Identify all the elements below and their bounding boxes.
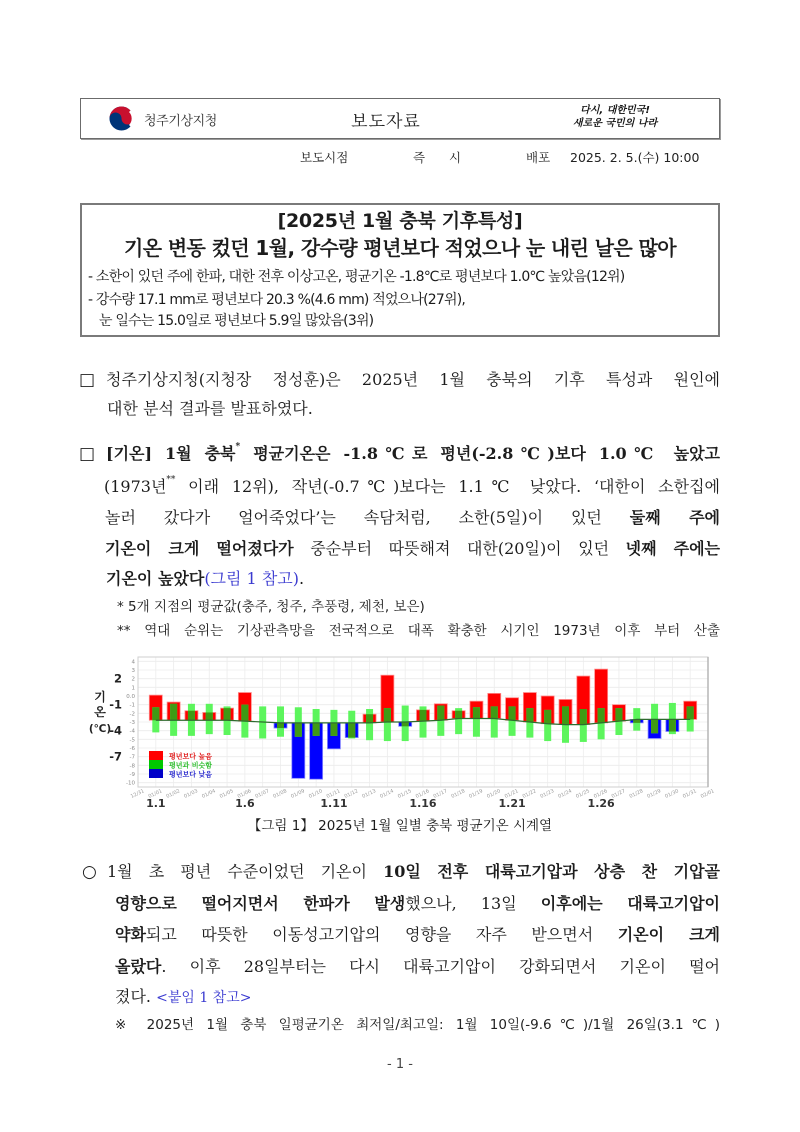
bar-overlap [598,708,605,723]
text-segment: 기온이 크게 [617,925,720,944]
x-major-label: 1.21 [498,797,526,810]
para3-line [115,955,720,979]
text-segment: 평균기온은 -1.8℃로 평년(-2.8℃)보다 1.0℃ 높았고 [240,444,720,463]
text-segment: 10일 전후 대륙고기압과 상층 찬 기압골 [383,862,720,881]
x-tick-label: 01/14 [379,788,395,800]
bar-overlap [615,708,622,721]
summary-box [80,203,720,337]
x-tick-label: 01/30 [664,788,680,800]
bar-overlap [384,708,391,722]
bar-overlap [170,704,177,720]
release-time-value-1: 즉 [413,150,426,165]
footnote-mark: * [235,442,241,452]
bar-overlap [526,708,533,722]
x-tick-label: 12/31 [129,788,146,800]
text-segment: 놀러 갔다가 얼어죽었다’는 속담처럼, 소한(5일)이 있던 [105,508,630,527]
y-tick-label: -4 [129,728,135,735]
doc-type-title: 보도자료 [351,112,421,132]
checkbox-marker: □ [79,370,96,390]
x-tick-label: 02/01 [699,788,716,800]
y-tick-label: -3 [129,720,135,726]
bar-overlap [224,708,231,720]
y-tick-label: -7 [129,754,135,761]
para3-line [115,985,251,1009]
y-tick-label: -10 [126,780,135,787]
para3-line [107,860,720,884]
bar-normal-range [366,709,373,740]
summary-bullet: 눈 일수는 15.0일로 평년보다 5.9일 많았음(3위) [88,313,374,329]
para2-line [105,506,720,530]
bar-overlap [562,706,569,724]
checkbox-marker: □ [79,444,96,464]
bar-overlap [437,706,444,721]
para2-line [106,442,720,466]
bar-overlap [455,711,462,719]
text-segment: 올랐다 [115,957,162,976]
x-tick-label: 01/13 [361,788,377,800]
x-tick-label: 01/04 [201,788,217,800]
bar-overlap [206,712,213,720]
text-segment: . 이후 28일부터는 다시 대륙고기압이 강화되면서 기온이 떨어 [161,957,720,976]
bar-overlap [420,710,427,721]
y-outer-tick-label: -7 [109,749,122,764]
figure-caption: 【그림 1】 2025년 1월 일별 충북 평균기온 시계열 [247,818,553,834]
attachment-reference-link[interactable]: <붙임 1 참고> [156,990,252,1006]
x-tick-label: 01/02 [165,788,182,800]
x-tick-label: 01/17 [432,788,449,800]
distribution-date: 2025. 2. 5.(수) 10:00 [570,150,700,165]
bar-normal-range [277,706,284,736]
bar-overlap [152,707,159,720]
distribution-label: 배포 [526,150,551,165]
para1-line: 대한 분석 결과를 발표하였다. [107,399,313,418]
x-major-label: 1.1 [146,797,166,810]
legend-label-below: 평년보다 낮음 [169,770,213,779]
y-outer-tick-label: -4 [109,723,122,738]
x-tick-label: 01/23 [539,788,556,800]
x-tick-label: 01/29 [646,788,662,800]
page-number: - 1 - [387,1057,413,1072]
bar-overlap [348,723,355,738]
x-major-label: 1.6 [235,797,255,810]
text-segment: 졌다. [115,987,157,1006]
text-segment: 1월 초 평년 수준이었던 기온이 [107,862,384,881]
legend-label-similar: 평년과 비슷함 [169,761,213,770]
text-segment: [기온] 1월 충북 [106,444,236,463]
text-segment: 둘째 주에 [629,508,720,527]
figure-reference-link[interactable]: (그림 1 참고) [204,569,299,588]
para2-line [104,475,720,499]
footnote: * 5개 지점의 평균값(충주, 청주, 추풍령, 제천, 보은) [117,599,425,615]
slogan [559,104,671,130]
y-tick-label: 3 [131,668,135,674]
circle-marker: ○ [82,862,97,882]
summary-bullet: - 강수량 17.1 mm로 평년보다 20.3 %(4.6 mm) 적었으나(27위), [88,292,466,308]
bar-overlap [241,705,248,721]
x-tick-label: 01/24 [557,788,573,800]
x-tick-label: 01/07 [254,788,271,800]
bar-overlap [544,710,551,724]
y-tick-label: 0.0 [126,694,135,700]
x-tick-label: 01/12 [343,788,360,800]
y-axis-label [89,689,111,735]
x-tick-label: 01/01 [147,788,164,800]
x-major-label: 1.11 [320,797,348,810]
bar-overlap [491,706,498,718]
para3-line [115,923,720,947]
x-tick-label: 01/08 [272,788,288,800]
release-time-label: 보도시점 [300,150,349,165]
footnote: ** 역대 순위는 기상관측망을 전국적으로 대폭 확충한 시기인 1973년 이후 부터 산출 [117,623,720,639]
x-tick-label: 01/21 [503,788,520,800]
x-major-label: 1.26 [587,797,615,810]
x-tick-label: 01/10 [307,788,324,800]
y-axis-label-line: 기 [94,690,106,704]
summary-title: [2025년 1월 충북 기후특성] [277,210,523,232]
text-segment: 기온이 높았다 [106,569,205,588]
bar-overlap [188,711,195,721]
para2-line [106,567,304,591]
bar-overlap [313,723,320,736]
x-tick-label: 01/05 [218,788,235,800]
x-tick-label: 01/18 [450,788,467,800]
y-tick-label: 1 [131,685,135,692]
text-segment: 넷째 주에는 [625,539,720,558]
chart-outer-y-ticks [109,672,122,764]
x-tick-label: 01/06 [236,788,253,800]
text-segment: 했으나, 13일 [405,894,541,913]
y-tick-label: 2 [131,676,135,683]
x-tick-label: 01/26 [592,788,609,800]
y-tick-label: -5 [129,737,135,744]
bar-overlap [277,723,284,728]
government-logo-icon [109,106,134,131]
y-axis-label-line: (℃) [88,723,112,735]
x-tick-label: 01/22 [521,788,538,800]
bar-overlap [669,719,676,731]
y-tick-label: -2 [129,711,135,718]
bar-overlap [580,709,587,725]
footnote-mark: ** [166,475,176,485]
y-tick-label: -1 [129,702,135,709]
text-segment: (1973년 [104,477,167,496]
temperature-extremes-note: ※ 2025년 1월 충북 일평균기온 최저일/최고일: 1월 10일(-9.6℃)/1월 26일(3.1℃) [115,1017,720,1033]
summary-bullet: - 소한이 있던 주에 한파, 대한 전후 이상고온, 평균기온 -1.8℃로 평년보다 1.0℃ 높았음(12위) [88,269,625,285]
chart-y-ticks [126,659,135,786]
text-segment: 되고 따뜻한 이동성고기압의 영향을 자주 받으면서 [145,925,618,944]
chart-legend [149,751,212,779]
text-segment: 기온이 크게 떨어졌다가 [105,539,294,558]
bar-overlap [330,723,337,736]
x-tick-label: 01/25 [575,788,591,800]
text-segment: 영향으로 떨어지면서 한파가 발생 [115,894,406,913]
y-tick-label: -8 [129,763,135,770]
text-segment: . [298,569,305,588]
x-tick-label: 01/15 [396,788,413,800]
y-outer-tick-label: -1 [109,697,122,712]
slogan-line-1: 다시, 대한민국! [580,105,650,116]
para1-line: 청주기상지청(지청장 정성훈)은 2025년 1월 충북의 기후 특성과 원인에 [106,370,720,389]
x-tick-label: 01/28 [628,788,645,800]
bar-overlap [651,719,658,733]
text-segment: 이래 12위), 작년(-0.7℃)보다는 1.1℃ 낮았다. ‘대한이 소한집에 [175,477,720,496]
y-tick-label: 4 [131,659,135,666]
slogan-line-2: 새로운 국민의 나라 [572,118,658,129]
bar-overlap [687,706,694,719]
y-axis-label-line: 온 [94,705,106,719]
summary-headline: 기온 변동 컸던 1월, 강수량 평년보다 적었으나 눈 내린 날은 많아 [124,236,676,260]
temperature-chart [80,650,720,820]
bar-overlap [509,706,516,720]
org-name: 청주기상지청 [144,114,217,129]
x-tick-label: 01/20 [486,788,502,800]
para3-line [115,892,720,916]
legend-swatch-below [149,769,163,778]
bar-overlap [473,707,480,718]
legend-swatch-similar [149,760,163,769]
bar-overlap [402,722,409,726]
release-time-value-2: 시 [449,150,462,165]
text-segment: 중순부터 따뜻해져 대한(20일)이 있던 [293,539,626,558]
x-tick-label: 01/09 [290,788,306,800]
y-tick-label: -6 [129,746,135,752]
bar-overlap [366,714,373,723]
x-tick-label: 01/31 [681,788,698,800]
x-tick-label: 01/11 [325,788,342,800]
x-major-label: 1.16 [409,797,437,810]
legend-swatch-above [149,751,163,760]
document-header [80,98,720,139]
x-tick-label: 01/19 [468,788,484,800]
x-tick-label: 01/27 [610,788,627,800]
y-outer-tick-label: 2 [113,671,122,686]
y-tick-label: -9 [129,772,135,778]
text-segment: 약화 [115,925,146,944]
para2-line [105,537,720,561]
x-tick-label: 01/16 [414,788,431,800]
x-tick-label: 01/03 [183,788,199,800]
text-segment: 이후에는 대륙고기압이 [540,894,720,913]
legend-label-above: 평년보다 높음 [169,752,213,761]
bar-overlap [295,723,302,737]
